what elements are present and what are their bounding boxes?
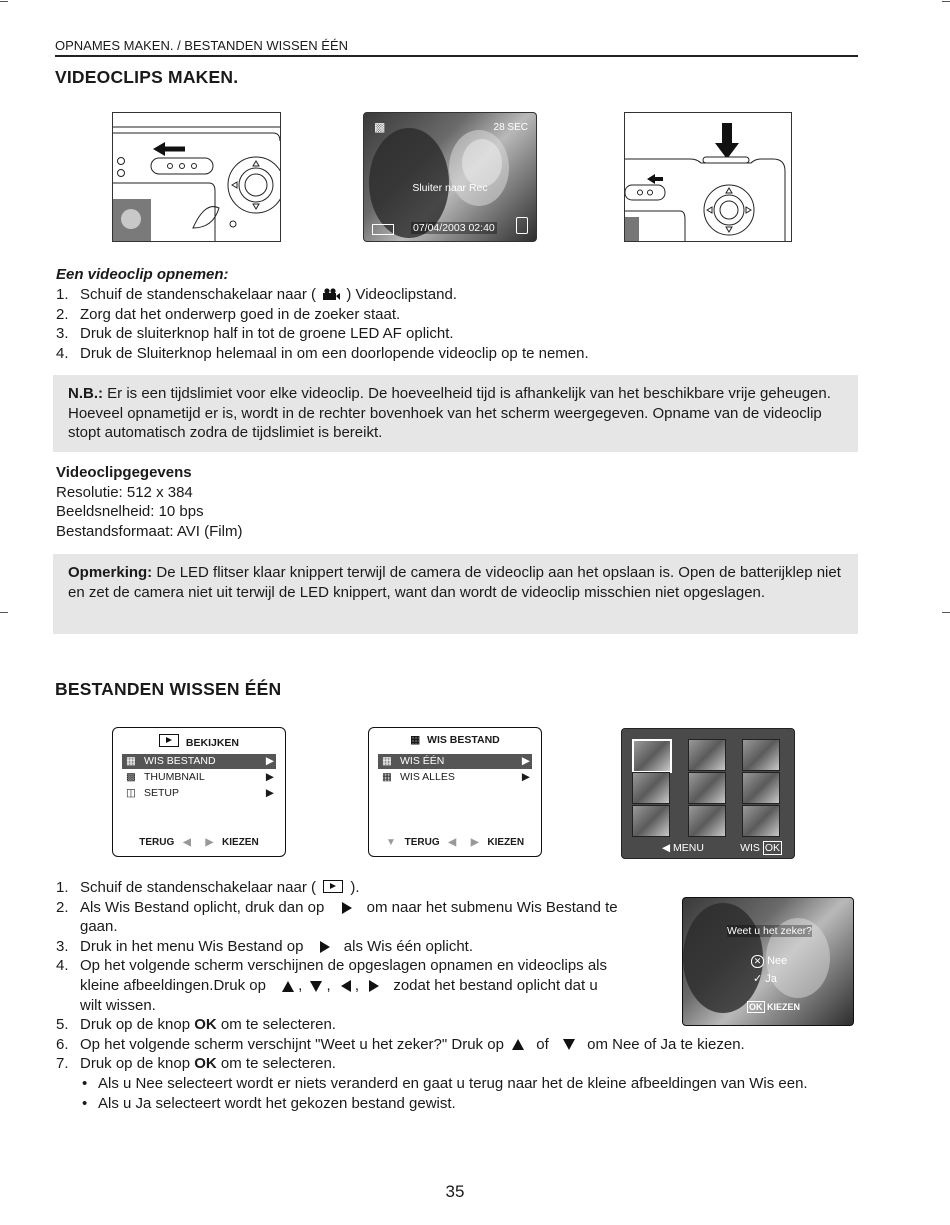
video-camera-icon: ▩ — [374, 120, 386, 134]
delete-file-menu-screen — [368, 727, 542, 857]
arrow-right-icon: ▶ — [205, 837, 214, 848]
list-item — [56, 1074, 858, 1094]
step-text: Op het volgende scherm verschijnt "Weet u het zeker?" Druk op — [80, 1035, 504, 1053]
playback-menu-screen — [112, 727, 286, 857]
menu-item-wis-alles[interactable]: ▦ WIS ALLES ▶ — [382, 771, 530, 783]
date-time-stamp: 07/04/2003 02:40 — [413, 222, 495, 234]
step-number: 1. — [56, 286, 69, 303]
step-text: kleine afbeeldingen.Druk op — [80, 976, 266, 994]
step-text: Als Wis Bestand oplicht, druk dan op — [80, 898, 325, 916]
ok-keyword: OK — [194, 1055, 217, 1073]
up-arrow-icon — [282, 981, 294, 992]
step-text: Druk in het menu Wis Bestand op — [80, 937, 304, 955]
choose-label: KIEZEN — [487, 837, 525, 848]
running-header: OPNAMES MAKEN. / BESTANDEN WISSEN ÉÉN — [55, 38, 858, 57]
videoclip-specs — [56, 463, 456, 541]
thumbnail[interactable] — [688, 772, 726, 804]
subheading-record-videoclip: Een videoclip opnemen: — [56, 266, 229, 283]
step-text: Druk de sluiterknop half in tot de groene LED AF oplicht. — [80, 325, 454, 343]
thumbnail[interactable] — [688, 805, 726, 837]
step-number: 5. — [56, 1016, 69, 1034]
thumbnail[interactable] — [742, 805, 780, 837]
confirm-question: Weet u het zeker? — [727, 925, 813, 937]
trash-icon: ▦ — [126, 755, 136, 767]
step-text: zodat het bestand oplicht dat u — [393, 976, 598, 994]
spec-file-format: Bestandsformaat: AVI (Film) — [56, 522, 243, 540]
bullet-dot: • — [82, 1094, 88, 1112]
step-number: 2. — [56, 898, 69, 916]
thumbnail[interactable] — [688, 739, 726, 771]
arrow-left-icon: ◀ — [448, 837, 457, 848]
bullet-text: Als u Nee selecteert wordt er niets veranderd en gaat u terug naar het de kleine afbeeldingen van Wis een. — [98, 1074, 808, 1092]
step-text: of — [536, 1035, 549, 1053]
choose-label: KIEZEN — [767, 1002, 801, 1012]
spec-frame-rate: Beeldsnelheid: 10 bps — [56, 503, 204, 521]
remark-box — [53, 554, 858, 634]
list-item — [56, 1054, 856, 1074]
step-number: 4. — [56, 344, 69, 362]
step-text: wilt wissen. — [80, 996, 156, 1014]
choose-label: KIEZEN — [222, 837, 259, 848]
remaining-time: 28 SEC — [493, 122, 528, 133]
arrow-right-icon: ▶ — [521, 755, 530, 767]
crop-mark — [942, 612, 950, 613]
thumbnail[interactable] — [742, 739, 780, 771]
step-text: Schuif de standenschakelaar naar ( — [80, 286, 316, 303]
option-yes[interactable]: ✓ Ja — [753, 973, 777, 985]
left-arrow-icon — [341, 980, 351, 992]
playback-icon — [323, 880, 343, 893]
arrow-right-icon: ▶ — [265, 787, 274, 799]
step-text: om te selecteren. — [216, 1055, 336, 1073]
menu-label: MENU — [673, 842, 704, 854]
step-number: 3. — [56, 325, 69, 343]
step-number: 6. — [56, 1035, 69, 1053]
arrow-down-icon: ▼ — [385, 837, 396, 848]
step-text: om naar het submenu Wis Bestand te gaan. — [80, 898, 618, 936]
right-arrow-icon — [320, 941, 330, 953]
step-number: 3. — [56, 937, 69, 955]
thumbnail-screen — [621, 728, 795, 859]
recording-screen-photo — [363, 112, 537, 242]
note-text: Er is een tijdslimiet voor elke videoclip. De hoeveelheid tijd is afhankelijk van het beschikbare vrije geheugen. Hoeveel opnametijd er is, wordt in de rechter bovenhoek van het scherm weergegeven. Opname van de videoclip stopt automatisch zodra de tijdslimiet is bereikt. — [68, 385, 831, 442]
step-text: ) Videoclipstand. — [346, 286, 457, 303]
page-number: 35 — [445, 1182, 465, 1201]
step-text: Druk op de knop — [80, 1055, 195, 1073]
step-number: 2. — [56, 305, 69, 323]
step-text: als Wis één oplicht. — [343, 937, 474, 955]
remark-label: Opmerking: — [68, 564, 153, 581]
arrow-right-icon: ▶ — [265, 755, 274, 767]
list-item — [56, 1035, 856, 1055]
thumbnail-selected[interactable] — [632, 739, 672, 773]
list-item — [56, 305, 856, 325]
thumbnail[interactable] — [632, 805, 670, 837]
option-no[interactable]: ✕ Nee — [751, 955, 787, 968]
note-label: N.B.: — [68, 385, 103, 402]
memory-card-icon — [516, 217, 528, 234]
ok-badge: OK — [764, 842, 780, 854]
list-item — [56, 878, 856, 898]
step-text: ). — [350, 879, 360, 896]
step-number: 7. — [56, 1055, 69, 1073]
crop-mark — [942, 1, 950, 2]
menu-title: WIS BESTAND — [427, 734, 500, 746]
tools-icon: ◫ — [126, 787, 136, 799]
confirm-delete-screen — [682, 897, 854, 1026]
step-number: 1. — [56, 879, 69, 896]
step-text: om Nee of Ja te kiezen. — [587, 1035, 745, 1053]
arrow-right-icon: ▶ — [265, 771, 274, 783]
trash-icon: ▦ — [410, 734, 421, 746]
close-icon: ✕ — [751, 955, 764, 968]
arrow-right-icon: ▶ — [470, 837, 479, 848]
list-item — [56, 1094, 856, 1114]
ok-badge: OK — [749, 1002, 763, 1012]
arrow-left-icon: ◀ — [183, 837, 191, 848]
camera-mode-switch-illustration — [112, 112, 281, 242]
step-text: Op het volgende scherm verschijnen de opgeslagen opnamen en videoclips als — [80, 957, 607, 975]
crop-mark — [0, 1, 8, 2]
menu-item-thumbnail[interactable]: ▩ THUMBNAIL ▶ — [126, 771, 274, 783]
step-text: Druk op de knop — [80, 1016, 195, 1034]
menu-item-setup[interactable]: ◫ SETUP ▶ — [126, 787, 274, 799]
step-text: Zorg dat het onderwerp goed in de zoeker staat. — [80, 305, 401, 323]
back-label: TERUG — [404, 837, 440, 848]
shutter-hint: Sluiter naar Rec — [412, 182, 488, 194]
section-heading-delete-one: BESTANDEN WISSEN ÉÉN — [55, 679, 282, 699]
thumbnail[interactable] — [742, 772, 780, 804]
remark-text: De LED flitser klaar knippert terwijl de camera de videoclip aan het opslaan is. Open de batterijklep niet en zet de camera niet uit terwijl de LED knippert, want dan wordt de videoclip misschien niet opgeslagen. — [68, 564, 841, 601]
list-item — [56, 324, 856, 344]
crop-mark — [0, 612, 8, 613]
menu-title: BEKIJKEN — [185, 737, 240, 749]
record-steps-list — [56, 285, 856, 363]
right-arrow-icon — [369, 980, 379, 992]
trash-icon: ▦ — [382, 755, 392, 767]
video-camera-icon — [322, 286, 340, 298]
ok-keyword: OK — [194, 1016, 217, 1034]
note-box — [53, 375, 858, 452]
menu-item-wis-bestand[interactable]: ▦ WIS BESTAND ▶ — [122, 754, 276, 769]
thumbnail[interactable] — [632, 772, 670, 804]
check-icon: ✓ — [753, 973, 763, 985]
playback-icon — [159, 734, 179, 747]
list-item — [56, 898, 655, 937]
shutter-press-illustration — [624, 112, 792, 242]
down-arrow-icon — [563, 1039, 575, 1050]
bullet-text: Als u Ja selecteert wordt het gekozen bestand gewist. — [98, 1094, 456, 1112]
step-text: Schuif de standenschakelaar naar ( — [80, 879, 316, 896]
delete-label: WIS — [740, 842, 760, 854]
battery-icon — [372, 224, 394, 235]
spec-resolution: Resolutie: 512 x 384 — [56, 483, 193, 501]
menu-item-wis-een[interactable]: ▦ WIS ÉÉN ▶ — [378, 754, 532, 769]
specs-title: Videoclipgegevens — [56, 464, 192, 481]
section-heading-videoclips: VIDEOCLIPS MAKEN. — [55, 67, 239, 87]
list-item — [56, 344, 856, 364]
grid-icon: ▩ — [126, 771, 136, 783]
step-number: 4. — [56, 957, 69, 975]
step-text: Druk de Sluiterknop helemaal in om een doorlopende videoclip op te nemen. — [80, 344, 589, 362]
list-item: 4. Op het volgende scherm verschijnen de opgeslagen opnamen en videoclips als kleine afbeeldingen.Druk op , , , zodat het bestand oplicht dat u wilt wissen. — [56, 956, 660, 1015]
bullet-dot: • — [82, 1074, 88, 1092]
arrow-left-icon: ◀ — [662, 842, 671, 854]
down-arrow-icon — [310, 981, 322, 992]
back-label: TERUG — [139, 837, 175, 848]
list-item — [56, 285, 856, 305]
arrow-right-icon: ▶ — [521, 771, 530, 783]
step-text: om te selecteren. — [216, 1016, 336, 1034]
up-arrow-icon — [512, 1039, 524, 1050]
right-arrow-icon — [342, 902, 352, 914]
trash-icon: ▦ — [382, 771, 392, 783]
